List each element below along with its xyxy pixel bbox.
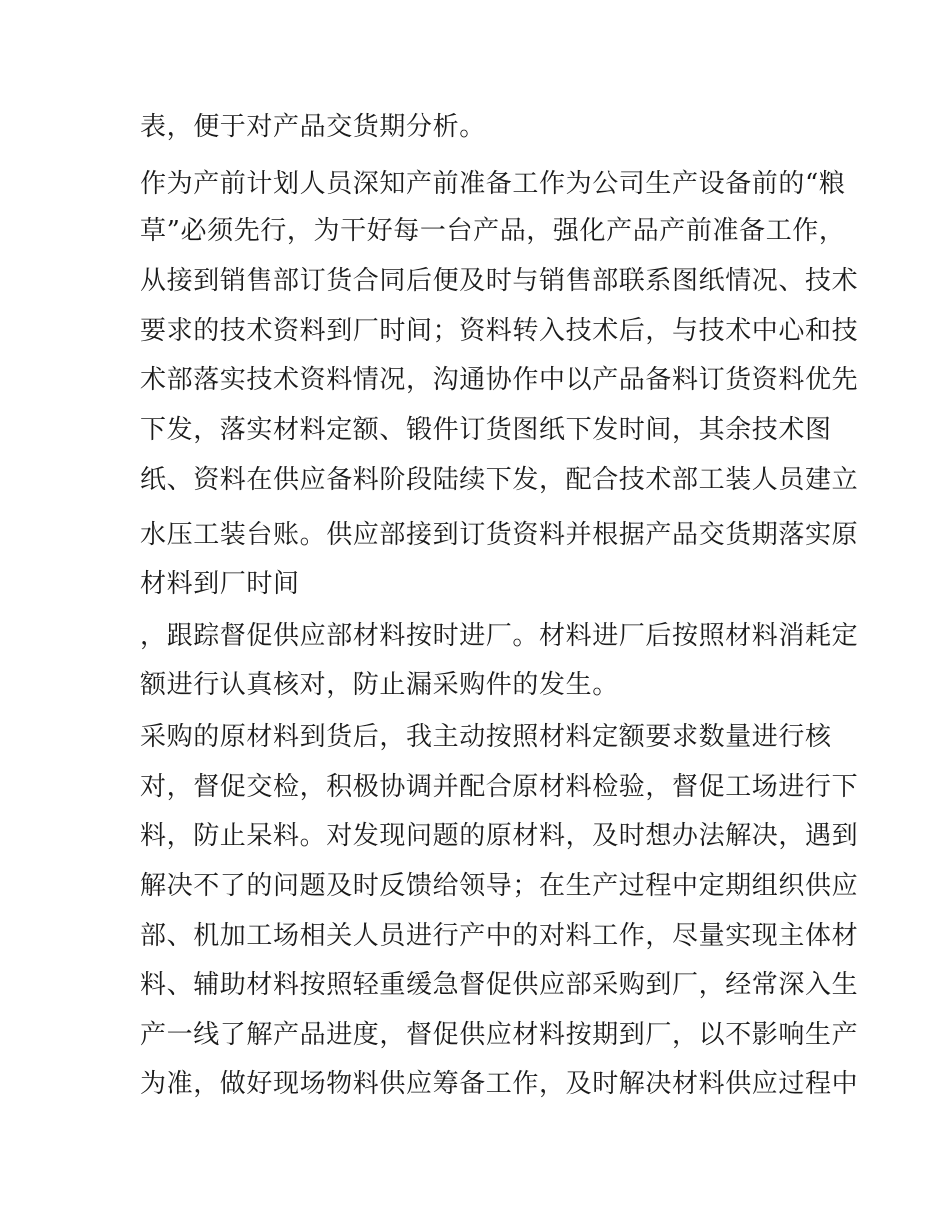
text-line: 为准，做好现场物料供应筹备工作，及时解决材料供应过程中 (140, 1069, 859, 1099)
text-line: 采购的原材料到货后，我主动按照材料定额要求数量进行核 (140, 722, 832, 752)
text-line: 部、机加工场相关人员进行产中的对料工作，尽量实现主体材 (140, 921, 859, 951)
text-line: 要求的技术资料到厂时间；资料转入技术后，与技术中心和技 (140, 316, 859, 346)
text-line: 对，督促交检，积极协调并配合原材料检验，督促工场进行下 (140, 772, 859, 802)
text-line: 下发，落实材料定额、锻件订货图纸下发时间，其余技术图 (140, 415, 832, 445)
text-line: 纸、资料在供应备料阶段陆续下发，配合技术部工装人员建立 (140, 465, 859, 495)
text-line: 草”必须先行，为干好每一台产品，强化产品产前准备工作， (140, 216, 846, 246)
text-line: 料，防止呆料。对发现问题的原材料，及时想办法解决，遇到 (140, 821, 859, 851)
text-line: 料、辅助材料按照轻重缓急督促供应部采购到厂，经常深入生 (140, 970, 859, 1000)
text-line: 材料到厂时间 (140, 569, 300, 599)
text-line: 产一线了解产品进度，督促供应材料按期到厂，以不影响生产 (140, 1020, 859, 1050)
text-line: ，跟踪督促供应部材料按时进厂。材料进厂后按照材料消耗定 (140, 621, 859, 651)
text-line: 从接到销售部订货合同后便及时与销售部联系图纸情况、技术 (140, 266, 859, 296)
text-line: 额进行认真核对，防止漏采购件的发生。 (140, 670, 619, 700)
text-line: 术部落实技术资料情况，沟通协作中以产品备料订货资料优先 (140, 365, 859, 395)
text-line: 水压工装台账。供应部接到订货资料并根据产品交货期落实原 (140, 520, 859, 550)
text-line: 表，便于对产品交货期分析。 (140, 112, 486, 142)
text-line: 解决不了的问题及时反馈给领导；在生产过程中定期组织供应 (140, 871, 859, 901)
text-line: 作为产前计划人员深知产前准备工作为公司生产设备前的“粮 (140, 169, 846, 199)
